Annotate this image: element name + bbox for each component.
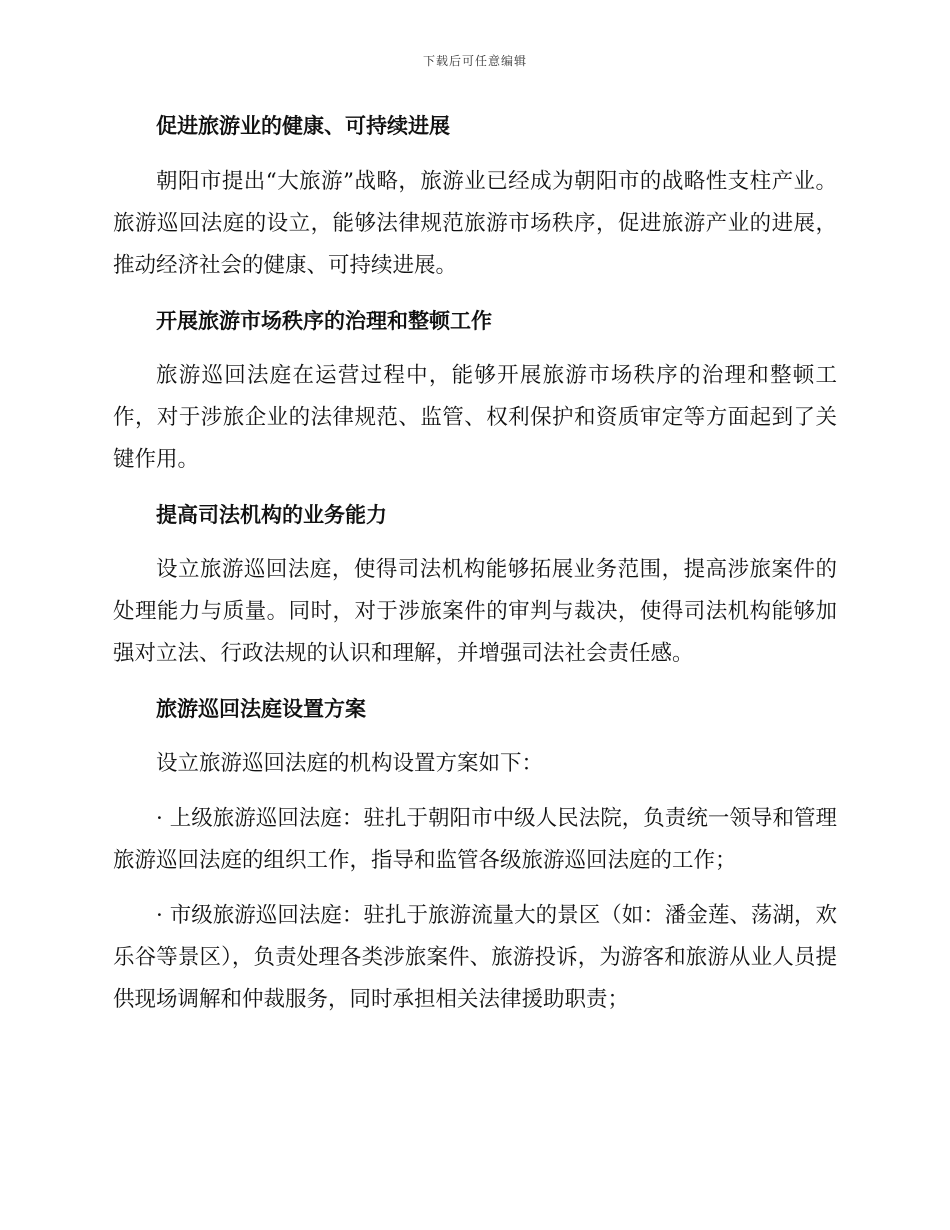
section-heading-tourism-development: 促进旅游业的健康、可持续进展	[156, 114, 450, 138]
paragraph-market-governance: 旅游巡回法庭在运营过程中，能够开展旅游市场秩序的治理和整顿工作，对于涉旅企业的法律规范、监管、权利保护和资质审定等方面起到了关键作用。	[113, 363, 837, 472]
page-header: 下载后可任意编辑	[422, 54, 527, 68]
section-heading-judicial-capacity: 提高司法机构的业务能力	[156, 503, 387, 527]
list-item-upper-level-court: · 上级旅游巡回法庭：驻扎于朝阳市中级人民法院，负责统一领导和管理旅游巡回法庭的组织工作，指导和监管各级旅游巡回法庭的工作；	[113, 806, 837, 873]
paragraph-judicial-capacity: 设立旅游巡回法庭，使得司法机构能够拓展业务范围，提高涉旅案件的处理能力与质量。同时，对于涉旅案件的审判与裁决，使得司法机构能够加强对立法、行政法规的认识和理解，并增强司法社会责任感。	[113, 557, 837, 666]
list-item-city-level-court: · 市级旅游巡回法庭：驻扎于旅游流量大的景区（如：潘金莲、荡湖，欢乐谷等景区），负责处理各类涉旅案件、旅游投诉，为游客和旅游从业人员提供现场调解和仲裁服务，同时承担相关法律援助职责；	[113, 903, 837, 1012]
paragraph-setup-intro: 设立旅游巡回法庭的机构设置方案如下：	[156, 751, 544, 776]
paragraph-tourism-strategy: 朝阳市提出“大旅游”战略，旅游业已经成为朝阳市的战略性支柱产业。旅游巡回法庭的设立，能够法律规范旅游市场秩序，促进旅游产业的进展，推动经济社会的健康、可持续进展。	[113, 169, 837, 278]
section-heading-market-order: 开展旅游市场秩序的治理和整顿工作	[156, 309, 492, 333]
section-heading-court-setup: 旅游巡回法庭设置方案	[156, 697, 366, 721]
